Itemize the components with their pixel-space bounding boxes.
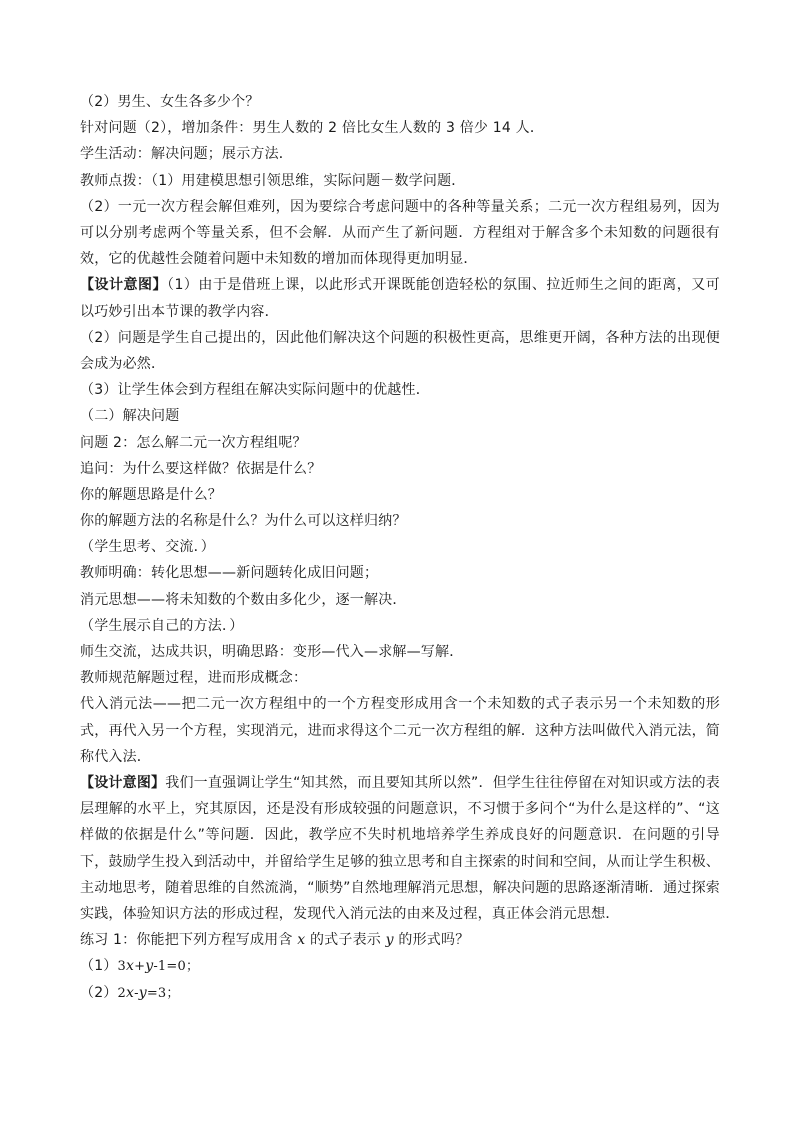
- item-2-label: （2）: [80, 984, 118, 1001]
- method-name-question-line: 你的解题方法的名称是什么？为什么可以这样归纳？: [80, 513, 407, 530]
- design-intent-paragraph-2: （2）问题是学生自己提出的，因此他们解决这个问题的积极性更高，思维更开阔，各种方法的出现便会成为必然．: [80, 329, 720, 372]
- design-intent-tag-2: 【设计意图】: [80, 775, 166, 792]
- exercise-1-text-b: 的式子表示: [305, 932, 386, 949]
- teacher-guidance-line: 教师点拨：（1）用建模思想引领思维，实际问题－数学问题．: [80, 172, 466, 189]
- student-discussion-line: （学生思考、交流．）: [80, 539, 215, 556]
- student-demo-line: （学生展示自己的方法．）: [80, 617, 244, 634]
- question-2-solve-line: 问题 2：怎么解二元一次方程组呢？: [80, 434, 307, 451]
- design-intent-tag: 【设计意图】: [80, 277, 167, 294]
- document-page: [80, 89, 720, 1006]
- item-1-coef: 3: [117, 959, 126, 975]
- equation-comparison-paragraph: （2）一元一次方程会解但难列，因为要综合考虑问题中的各种等量关系；二元一次方程组易列，因为可以分别考虑两个等量关系，但不会解．从而产生了新问题．方程组对于解含多个未知数的问题很有效，它的优越性会随着问题中未知数的增加而体现得更加明显．: [80, 198, 720, 268]
- question-2-line: （2）男生、女生各多少个？: [80, 94, 260, 110]
- section-heading-solve: （二）解决问题: [80, 408, 180, 425]
- item-2-minus: -: [134, 985, 139, 1001]
- item-2-y: y: [138, 984, 147, 1001]
- item-2-x: x: [126, 984, 135, 1001]
- consensus-line: 师生交流，达成共识，明确思路：变形—代入—求解—写解．: [80, 644, 464, 661]
- exercise-1-text-a: 练习 1：你能把下列方程写成用含: [80, 932, 298, 949]
- design-intent-line-3: （3）让学生体会到方程组在解决实际问题中的优越性．: [80, 382, 430, 399]
- item-2-rest: =3；: [146, 985, 180, 1001]
- design-intent-paragraph-long: [80, 770, 720, 927]
- exercise-1-text-c: 的形式吗？: [393, 932, 470, 949]
- exercise-item-1: [80, 953, 720, 979]
- exercise-1-line: [80, 927, 720, 953]
- design-intent-paragraph-1: [80, 272, 720, 324]
- variable-x: x: [297, 932, 306, 949]
- transformation-idea-line: 教师明确：转化思想——新问题转化成旧问题；: [80, 565, 379, 582]
- substitution-method-definition: 代入消元法——把二元一次方程组中的一个方程变形成用含一个未知数的式子表示另一个未知数的形式，再代入另一个方程，实现消元，进而求得这个二元一次方程组的解．这种方法叫做代入消元法，简称代入法．: [80, 696, 720, 765]
- exercise-item-2: [80, 980, 720, 1006]
- item-1-rest: -1=0；: [153, 959, 200, 975]
- added-condition-line: 针对问题（2），增加条件：男生人数的 2 倍比女生人数的 3 倍少 14 人．: [80, 120, 545, 137]
- design-intent-text-long: 我们一直强调让学生“知其然，而且要知其所以然”．但学生往往停留在对知识或方法的表层理解的水平上，究其原因，还是没有形成较强的问题意识，不习惯于多问个“为什么是这样的”、“这样做的依据是什么”等问题．因此，教学应不失时机地培养学生养成良好的问题意识．在问题的引导下，鼓励学生投入到活动中，并留给学生足够的独立思考和自主探索的时间和空间，从而让学生积极、主动地思考，随着思维的自然流淌，“顺势”自然地理解消元思想，解决问题的思路逐渐清晰．通过探索实践，体验知识方法的形成过程，发现代入消元法的由来及过程，真正体会消元思想．: [80, 775, 720, 923]
- variable-y: y: [385, 932, 394, 949]
- item-1-plus: +: [134, 959, 146, 975]
- item-1-y: y: [145, 958, 154, 975]
- elimination-idea-line: 消元思想——将未知数的个数由多化少，逐一解决．: [80, 591, 407, 608]
- item-1-x: x: [126, 958, 135, 975]
- item-2-coef: 2: [117, 985, 126, 1001]
- approach-question-line: 你的解题思路是什么？: [80, 486, 222, 503]
- item-1-label: （1）: [80, 958, 118, 975]
- design-intent-text-1: （1）由于是借班上课，以此形式开课既能创造轻松的氛围、拉近师生之间的距离，又可以巧妙引出本节课的教学内容．: [80, 277, 720, 320]
- student-activity-line: 学生活动：解决问题；展示方法．: [80, 146, 293, 163]
- teacher-standardize-line: 教师规范解题过程，进而形成概念：: [80, 670, 308, 687]
- follow-up-question-line: 追问：为什么要这样做？依据是什么？: [80, 460, 322, 477]
